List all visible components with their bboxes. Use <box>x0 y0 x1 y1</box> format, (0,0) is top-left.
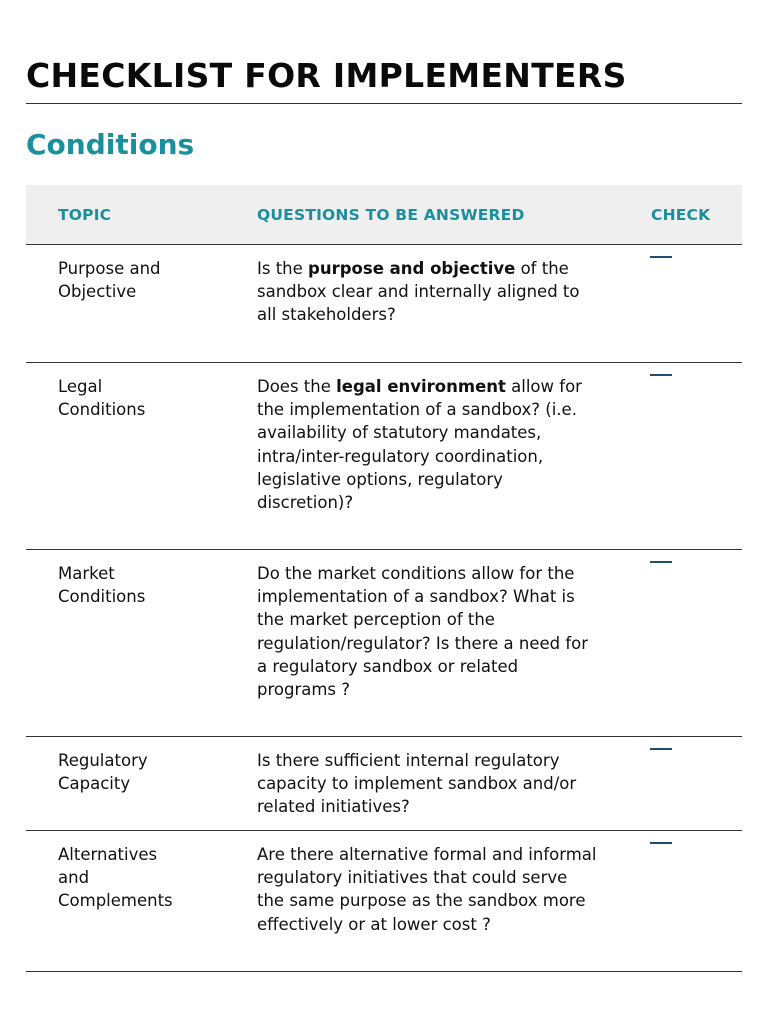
question-emphasis: legal environment <box>336 377 506 396</box>
check-dash[interactable] <box>650 374 672 376</box>
check-dash[interactable] <box>650 561 672 563</box>
table-row <box>26 363 742 550</box>
table-header-questions: QUESTIONS TO BE ANSWERED <box>257 206 525 224</box>
page-title: CHECKLIST FOR IMPLEMENTERS <box>26 56 627 95</box>
topic-cell <box>58 562 228 608</box>
table-row <box>26 737 742 831</box>
table-body <box>26 245 742 972</box>
question-cell <box>257 375 597 514</box>
topic-line: Conditions <box>58 587 146 607</box>
table-row <box>26 245 742 363</box>
topic-cell <box>58 749 228 795</box>
topic-cell <box>58 375 228 421</box>
topic-cell <box>58 257 228 303</box>
topic-line: and <box>58 868 90 888</box>
topic-line: Legal <box>58 377 103 396</box>
topic-line: Alternatives <box>58 845 158 864</box>
topic-line: Purpose and <box>58 259 161 278</box>
question-cell <box>257 749 597 819</box>
question-cell <box>257 562 597 701</box>
topic-line: Regulatory <box>58 751 148 770</box>
topic-cell <box>58 843 228 913</box>
title-divider <box>26 103 742 104</box>
question-text: Do the market conditions allow for the implementation of a sandbox? What is the market perception of the regulation/regulator? Is there a need for a regulatory sandbox or related programs ? <box>257 564 589 700</box>
table-row <box>26 831 742 972</box>
table-header-check: CHECK <box>651 206 711 224</box>
question-emphasis: purpose and objective <box>308 259 516 278</box>
check-dash[interactable] <box>650 256 672 258</box>
question-cell <box>257 257 597 327</box>
topic-line: Market <box>58 564 115 583</box>
question-text: Are there alternative formal and informal regulatory initiatives that could serve the same purpose as the sandbox more effectively or at lower cost ? <box>257 845 597 934</box>
topic-line: Objective <box>58 282 137 302</box>
question-text: of the sandbox clear and internally aligned to all stakeholders? <box>257 259 580 325</box>
topic-line: Complements <box>58 891 173 911</box>
topic-line: Capacity <box>58 774 131 794</box>
checklist-table <box>26 185 742 972</box>
question-text: allow for the implementation of a sandbox? (i.e. availability of statutory mandates, intra/inter-regulatory coordination, legislative options, regulatory discretion)? <box>257 377 582 513</box>
question-text: Does the <box>257 377 337 396</box>
question-text: Is there sufficient internal regulatory capacity to implement sandbox and/or related initiatives? <box>257 751 577 817</box>
table-row <box>26 550 742 737</box>
check-dash[interactable] <box>650 748 672 750</box>
table-header <box>26 185 742 245</box>
section-heading: Conditions <box>26 128 195 161</box>
question-text: Is the <box>257 259 309 278</box>
check-dash[interactable] <box>650 842 672 844</box>
topic-line: Conditions <box>58 400 146 420</box>
table-header-topic: TOPIC <box>58 206 112 224</box>
question-cell <box>257 843 597 936</box>
